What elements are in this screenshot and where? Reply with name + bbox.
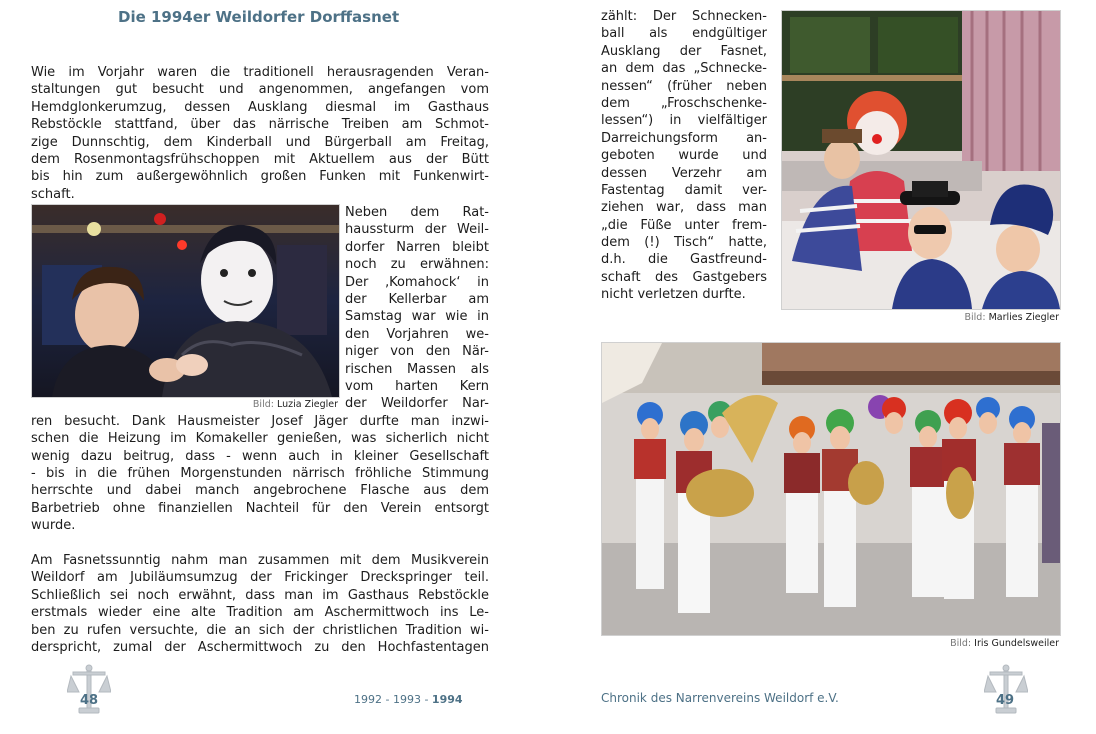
page-number-right: 49 [995,693,1015,708]
footer-years: 1992 - 1993 - 1994 [354,693,463,706]
text-line: staltungen gut besucht und angenommen, angefangen vom [31,82,489,98]
photo-caption-iris: Bild: Iris Gundelsweiler [950,638,1059,649]
text-line: Samstag war wie in [345,309,489,325]
text-line: dem „Froschschenke- [601,95,767,111]
text-line: der Kellerbar am [345,291,489,307]
text-line: der Weildorfer Nar- [345,396,489,412]
right-page [548,0,1096,734]
text-line: Schließlich sei noch erwähnt, dass man im Gasthaus Rebstöckle [31,587,489,603]
text-line: dem Rosenmontagsfrühschoppen mit Aktuellem aus der Bütt [31,151,489,167]
text-line: schen die Heizung im Komakeller genießen, was sicherlich nicht [31,431,489,447]
text-line: derspricht, zumal der Aschermittwoch zu den Hochfastentagen [31,639,489,655]
text-line: Hemdglonkerumzug, dessen Ausklang diesmal im Gasthaus [31,99,489,115]
paragraph-intro [31,64,489,203]
paragraph-komahock-narrow [345,204,489,413]
text-line: geboten wurde und [601,148,767,164]
text-line: Ausklang der Fasnet, [601,43,767,59]
text-line: dorfer Narren bleibt [345,239,489,255]
photo-children-costumes [781,10,1061,310]
text-line: Weildorf am Jubiläumsumzug der Frickinger Dreckspringer teil. [31,570,489,586]
text-line: bis hin zum außergewöhnlich großen Funken mit Funkenwirt- [31,169,489,185]
text-line: ren besucht. Dank Hausmeister Josef Jäger durfte man inzwi- [31,413,489,429]
photo-caption-marlies: Bild: Marlies Ziegler [964,312,1059,323]
text-line: ziehen war, dass man [601,200,767,216]
text-line: „die Füße unter frem- [601,217,767,233]
text-line: Rebstöckle stattfand, über das närrische Treiben am Schmot- [31,117,489,133]
text-line: niger von den När- [345,344,489,360]
text-line: wenig dazu beitrug, dass - wenn auch in kleiner Gesellschaft [31,448,489,464]
text-line: Am Fasnetssunntig nahm man zusammen mit dem Musikverein [31,553,489,568]
text-line: Neben dem Rat- [345,205,489,220]
text-line: noch zu erwähnen: [345,257,489,273]
text-line: an dem das „Schnecke- [601,61,767,77]
text-line: ball als endgültiger [601,26,767,42]
text-line: ben zu rufen versuchte, die an sich der christlichen Tradition wi- [31,622,489,638]
text-line: Barbetrieb ohne finanziellen Nachteil für den Verein entsorgt [31,500,489,516]
page-number-left: 48 [79,693,99,708]
text-line: schaft des Gastgebers [601,269,767,285]
text-line: nicht verletzen durfte. [601,287,746,303]
photo-band-image [602,343,1060,635]
text-line: rischen Massen als [345,361,489,377]
scales-of-justice-icon [67,664,111,716]
text-line: zählt: Der Schnecken- [601,9,767,24]
photo-komahock-image [32,205,339,397]
text-line: haussturm der Weil- [345,222,489,238]
text-line: Darreichungsform an- [601,130,767,146]
text-line: Der ‚Komahock‘ in [345,274,489,290]
paragraph-schneckenball [601,8,767,304]
photo-caption-luzia: Bild: Luzia Ziegler [252,399,338,410]
paragraph-fasnetssunntig [31,552,489,656]
photo-children-image [782,11,1060,309]
text-line: wurde. [31,518,76,534]
text-line: Fastentag damit ver- [601,182,767,198]
text-line: schaft. [31,186,75,202]
text-line: lessen“) in vielfältiger [601,113,767,129]
paragraph-komahock-wide [31,413,489,535]
text-line: dem (!) Tisch“ hatte, [601,235,767,251]
text-line: Wie im Vorjahr waren die traditionell herausragenden Veran- [31,65,489,80]
text-line: herrschte und dabei manch angebrochene Flasche aus dem [31,483,489,499]
text-line: - bis in die frühen Morgenstunden närrisch fröhliche Stimmung [31,465,489,481]
page-title: Die 1994er Weildorfer Dorffasnet [118,8,400,26]
text-line: d.h. die Gastfreund- [601,252,767,268]
text-line: zige Dunnschtig, dem Kinderball und Bürgerball am Freitag, [31,134,489,150]
photo-komahock-revelers [31,204,340,398]
scales-of-justice-icon [984,664,1028,716]
text-line: erstmals wieder eine alte Tradition am Aschermittwoch ins Le- [31,605,489,621]
text-line: dessen Verzehr am [601,165,767,181]
footer-chronicle: Chronik des Narrenvereins Weildorf e.V. [601,691,839,705]
text-line: nessen“ (früher neben [601,78,767,94]
text-line: vom harten Kern [345,378,489,394]
photo-marching-band [601,342,1061,636]
text-line: den Vorjahren we- [345,326,489,342]
